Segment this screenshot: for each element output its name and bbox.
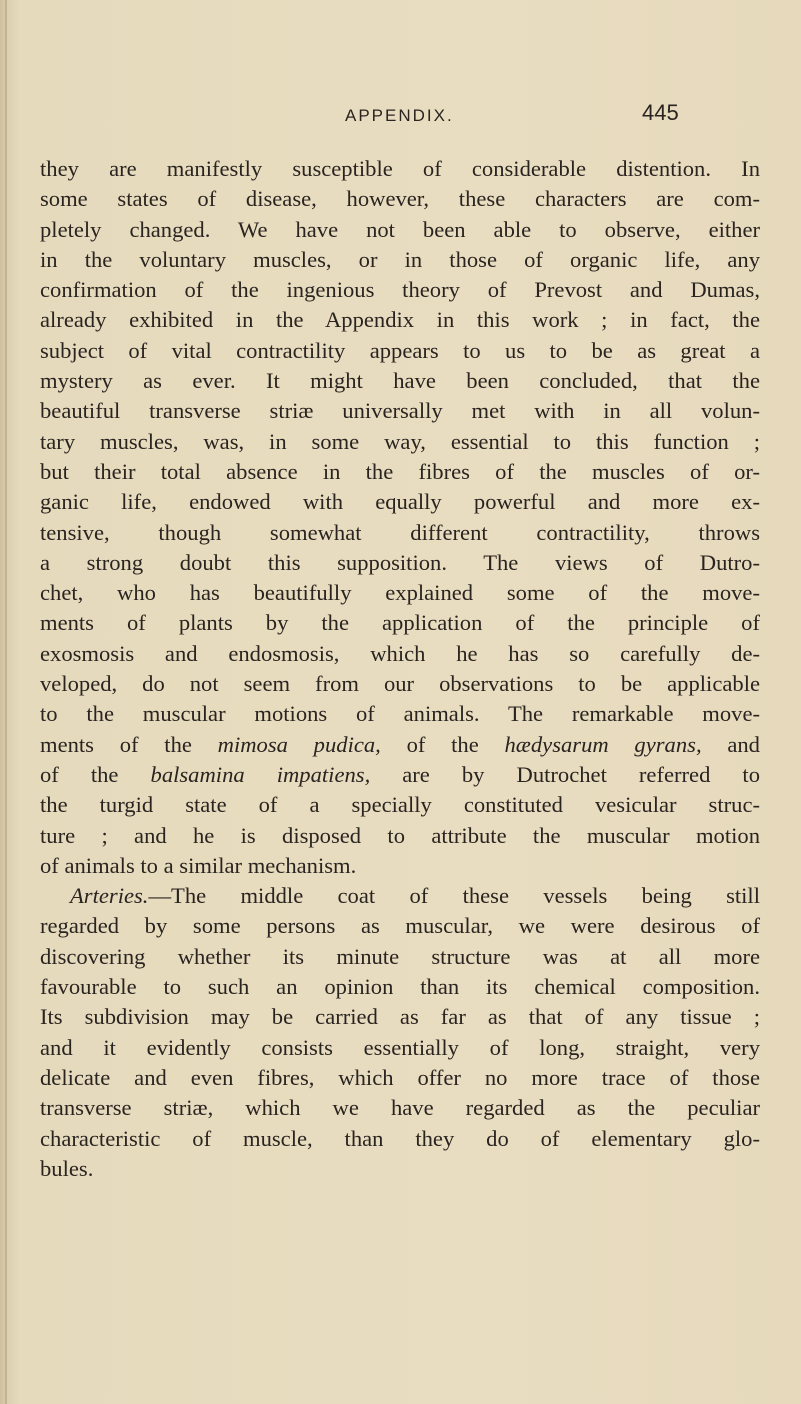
- text-segment: are by Dutrochet referred to: [370, 761, 760, 787]
- text-line: pletely changed. We have not been able to observe, either: [40, 216, 760, 242]
- text-line: ganic life, endowed with equally powerful and more ex-: [40, 489, 760, 515]
- text-line: mystery as ever. It might have been concluded, that the: [40, 368, 760, 394]
- species-name-italic: balsamina impatiens,: [150, 761, 371, 787]
- text-line: subject of vital contractility appears to us to be as great a: [40, 337, 760, 363]
- text-line: delicate and even fibres, which offer no more trace of those: [40, 1064, 760, 1090]
- text-line: ments of plants by the application of the principle of: [40, 610, 760, 636]
- text-line: tary muscles, was, in some way, essential to this function ;: [40, 428, 760, 454]
- text-line: already exhibited in the Appendix in this work ; in fact, the: [40, 307, 760, 333]
- body-text: [40, 154, 760, 1184]
- text-line: confirmation of the ingenious theory of Prevost and Dumas,: [40, 277, 760, 303]
- text-line: exosmosis and endosmosis, which he has so carefully de-: [40, 640, 760, 666]
- text-line: [40, 881, 760, 911]
- text-line: regarded by some persons as muscular, we were desirous of: [40, 913, 760, 939]
- text-line: ture ; and he is disposed to attribute the muscular motion: [40, 822, 760, 848]
- text-segment: ments of the: [40, 731, 218, 757]
- text-line: [40, 730, 760, 760]
- text-line: favourable to such an opinion than its chemical composition.: [40, 974, 760, 1000]
- text-segment: —The middle coat of these vessels being still: [148, 883, 760, 909]
- text-segment: and: [701, 731, 760, 757]
- text-line: the turgid state of a specially constituted vesicular struc-: [40, 792, 760, 818]
- text-line: a strong doubt this supposition. The views of Dutro-: [40, 549, 760, 575]
- text-line: transverse striæ, which we have regarded as the peculiar: [40, 1095, 760, 1121]
- species-name-italic: hædysarum gyrans,: [504, 731, 702, 757]
- text-segment: of the: [380, 731, 505, 757]
- text-line: discovering whether its minute structure was at all more: [40, 943, 760, 969]
- text-line: and it evidently consists essentially of long, straight, very: [40, 1034, 760, 1060]
- text-line: of animals to a similar mechanism.: [40, 852, 357, 878]
- text-line: in the voluntary muscles, or in those of organic life, any: [40, 246, 760, 272]
- text-line: to the muscular motions of animals. The remarkable move-: [40, 701, 760, 727]
- text-line: some states of disease, however, these characters are com-: [40, 186, 760, 212]
- text-line: they are manifestly susceptible of considerable distention. In: [40, 156, 760, 181]
- text-line: but their total absence in the fibres of the muscles of or-: [40, 458, 760, 484]
- text-line: beautiful transverse striæ universally met with in all volun-: [40, 398, 760, 424]
- running-head: APPENDIX.: [345, 106, 454, 125]
- species-name-italic: mimosa pudica,: [217, 731, 381, 757]
- text-line: bules.: [40, 1155, 94, 1181]
- text-line: chet, who has beautifully explained some of the move-: [40, 580, 760, 606]
- page-number: 445: [642, 100, 679, 125]
- text-line: veloped, do not seem from our observations to be applicable: [40, 671, 760, 697]
- text-line: Its subdivision may be carried as far as that of any tissue ;: [40, 1004, 760, 1030]
- text-segment: of the: [40, 761, 151, 787]
- section-heading-italic: Arteries.: [70, 883, 149, 909]
- text-line: characteristic of muscle, than they do of elementary glo-: [40, 1125, 760, 1151]
- text-line: tensive, though somewhat different contractility, throws: [40, 519, 760, 545]
- page-header: [0, 100, 801, 130]
- text-line: [40, 760, 760, 790]
- page-gutter-shadow: [5, 0, 7, 1404]
